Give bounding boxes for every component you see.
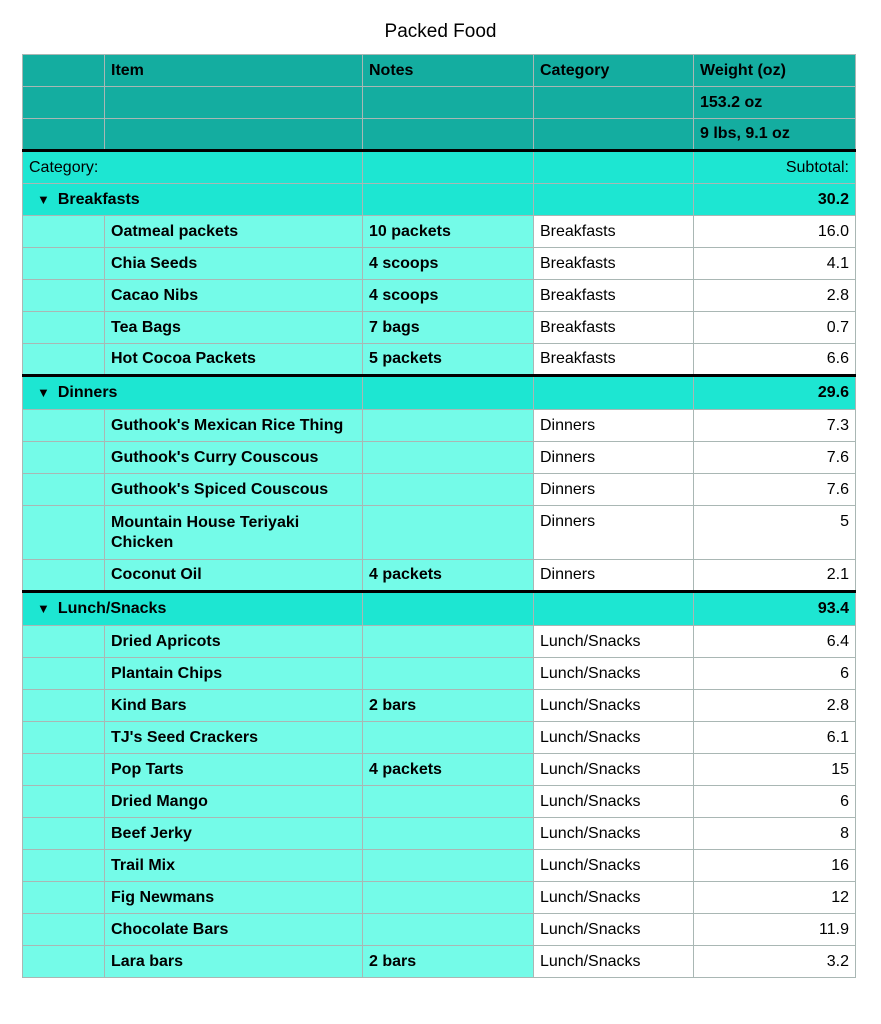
notes-cell[interactable]: 5 packets — [363, 344, 534, 376]
table-row — [23, 690, 856, 722]
weight-cell[interactable]: 12 — [694, 882, 856, 914]
header-cell-blank[interactable] — [534, 119, 694, 151]
item-cell[interactable]: Lara bars — [105, 946, 363, 978]
notes-cell[interactable]: 4 packets — [363, 560, 534, 592]
category-subtotal: 30.2 — [694, 184, 856, 216]
row-gutter-cell[interactable] — [23, 216, 105, 248]
header-cell-blank[interactable] — [23, 87, 105, 119]
row-gutter-cell[interactable] — [23, 658, 105, 690]
notes-cell[interactable]: 2 bars — [363, 690, 534, 722]
item-cell[interactable]: Hot Cocoa Packets — [105, 344, 363, 376]
category-cell[interactable]: Lunch/Snacks — [534, 658, 694, 690]
header-notes[interactable]: Notes — [363, 55, 534, 87]
notes-cell[interactable] — [363, 474, 534, 506]
notes-cell[interactable] — [363, 506, 534, 560]
table-row — [23, 882, 856, 914]
disclosure-triangle-down-icon[interactable]: ▼ — [37, 385, 50, 400]
weight-cell[interactable]: 16.0 — [694, 216, 856, 248]
weight-cell[interactable]: 8 — [694, 818, 856, 850]
category-group-row — [23, 592, 856, 626]
weight-cell[interactable]: 0.7 — [694, 312, 856, 344]
category-cell[interactable]: Dinners — [534, 560, 694, 592]
weight-cell[interactable]: 2.1 — [694, 560, 856, 592]
category-cell[interactable]: Lunch/Snacks — [534, 850, 694, 882]
item-cell[interactable]: Chia Seeds — [105, 248, 363, 280]
notes-cell[interactable] — [363, 882, 534, 914]
category-group-blank — [363, 184, 534, 216]
row-gutter-cell[interactable] — [23, 474, 105, 506]
item-cell[interactable]: Fig Newmans — [105, 882, 363, 914]
item-cell[interactable]: Guthook's Curry Couscous — [105, 442, 363, 474]
notes-cell[interactable] — [363, 410, 534, 442]
weight-cell[interactable]: 3.2 — [694, 946, 856, 978]
category-group-row — [23, 376, 856, 410]
item-cell[interactable]: Dried Mango — [105, 786, 363, 818]
row-gutter-cell[interactable] — [23, 818, 105, 850]
notes-cell[interactable] — [363, 626, 534, 658]
category-cell[interactable]: Lunch/Snacks — [534, 946, 694, 978]
notes-cell[interactable] — [363, 658, 534, 690]
category-cell[interactable]: Lunch/Snacks — [534, 882, 694, 914]
table-row — [23, 818, 856, 850]
table-row — [23, 722, 856, 754]
weight-cell[interactable]: 7.3 — [694, 410, 856, 442]
row-gutter-cell[interactable] — [23, 946, 105, 978]
total-lbs[interactable]: 9 lbs, 9.1 oz — [694, 119, 856, 151]
category-cell[interactable]: Lunch/Snacks — [534, 786, 694, 818]
weight-cell[interactable]: 6 — [694, 786, 856, 818]
table-row — [23, 344, 856, 376]
notes-cell[interactable] — [363, 786, 534, 818]
category-cell[interactable]: Lunch/Snacks — [534, 722, 694, 754]
header-cell-blank[interactable] — [363, 87, 534, 119]
header-cell-blank[interactable] — [23, 119, 105, 151]
sheet-title: Packed Food — [384, 21, 497, 42]
weight-cell[interactable]: 4.1 — [694, 248, 856, 280]
row-gutter-cell[interactable] — [23, 754, 105, 786]
group-label-blank — [363, 151, 534, 184]
table-row — [23, 280, 856, 312]
weight-cell[interactable]: 11.9 — [694, 914, 856, 946]
weight-cell[interactable]: 6.1 — [694, 722, 856, 754]
notes-cell[interactable] — [363, 722, 534, 754]
table-row — [23, 786, 856, 818]
table-row — [23, 658, 856, 690]
weight-cell[interactable]: 6.4 — [694, 626, 856, 658]
item-cell[interactable]: Dried Apricots — [105, 626, 363, 658]
category-group-blank — [534, 184, 694, 216]
row-gutter-cell[interactable] — [23, 850, 105, 882]
table-row — [23, 560, 856, 592]
category-cell[interactable]: Lunch/Snacks — [534, 690, 694, 722]
weight-cell[interactable]: 6.6 — [694, 344, 856, 376]
subtotal-label: Subtotal: — [694, 151, 856, 184]
category-group-label: Dinners — [57, 384, 118, 401]
category-subtotal: 29.6 — [694, 376, 856, 410]
table-row — [23, 410, 856, 442]
table-row — [23, 850, 856, 882]
item-cell[interactable]: Guthook's Mexican Rice Thing — [105, 410, 363, 442]
category-cell[interactable]: Lunch/Snacks — [534, 626, 694, 658]
row-gutter-cell[interactable] — [23, 312, 105, 344]
row-gutter-cell[interactable] — [23, 882, 105, 914]
table-row — [23, 754, 856, 786]
weight-cell[interactable]: 2.8 — [694, 690, 856, 722]
notes-cell[interactable]: 7 bags — [363, 312, 534, 344]
category-subtotal: 93.4 — [694, 592, 856, 626]
row-gutter-cell[interactable] — [23, 410, 105, 442]
table-row — [23, 248, 856, 280]
row-gutter-cell[interactable] — [23, 786, 105, 818]
category-cell[interactable]: Breakfasts — [534, 248, 694, 280]
weight-cell[interactable]: 16 — [694, 850, 856, 882]
notes-cell[interactable] — [363, 850, 534, 882]
header-cell-blank[interactable] — [534, 87, 694, 119]
category-cell[interactable]: Dinners — [534, 410, 694, 442]
table-row — [23, 312, 856, 344]
header-cell-blank[interactable] — [105, 119, 363, 151]
row-gutter-cell[interactable] — [23, 442, 105, 474]
group-label-row — [23, 151, 856, 184]
item-cell[interactable]: Guthook's Spiced Couscous — [105, 474, 363, 506]
category-group-name[interactable] — [23, 592, 363, 626]
total-oz-row — [23, 87, 856, 119]
disclosure-triangle-down-icon[interactable]: ▼ — [37, 191, 50, 207]
item-cell[interactable]: Pop Tarts — [105, 754, 363, 786]
table-row — [23, 946, 856, 978]
header-category[interactable]: Category — [534, 55, 694, 87]
category-cell[interactable]: Lunch/Snacks — [534, 754, 694, 786]
category-cell[interactable]: Dinners — [534, 474, 694, 506]
category-group-name[interactable] — [23, 184, 363, 216]
notes-cell[interactable]: 10 packets — [363, 216, 534, 248]
category-group-blank — [363, 376, 534, 410]
notes-cell[interactable]: 4 scoops — [363, 248, 534, 280]
row-gutter-cell[interactable] — [23, 722, 105, 754]
item-cell[interactable]: Mountain House Teriyaki Chicken — [105, 506, 363, 560]
weight-cell[interactable]: 7.6 — [694, 442, 856, 474]
header-cell-blank[interactable] — [105, 87, 363, 119]
row-gutter-cell[interactable] — [23, 506, 105, 560]
row-gutter-cell[interactable] — [23, 248, 105, 280]
header-cell-blank[interactable] — [363, 119, 534, 151]
weight-cell[interactable]: 15 — [694, 754, 856, 786]
table-row — [23, 914, 856, 946]
category-group-label: Lunch/Snacks — [57, 600, 167, 617]
header-weight[interactable]: Weight (oz) — [694, 55, 856, 87]
row-gutter-cell[interactable] — [23, 280, 105, 312]
weight-cell[interactable]: 6 — [694, 658, 856, 690]
category-cell[interactable]: Breakfasts — [534, 216, 694, 248]
header-cell-blank[interactable] — [23, 55, 105, 87]
category-cell[interactable]: Dinners — [534, 442, 694, 474]
category-group-row — [23, 184, 856, 216]
category-cell[interactable]: Breakfasts — [534, 344, 694, 376]
item-cell[interactable]: Trail Mix — [105, 850, 363, 882]
category-group-blank — [363, 592, 534, 626]
table-row — [23, 474, 856, 506]
category-cell[interactable]: Lunch/Snacks — [534, 914, 694, 946]
row-gutter-cell[interactable] — [23, 690, 105, 722]
category-cell[interactable]: Dinners — [534, 506, 694, 560]
table-row — [23, 626, 856, 658]
category-cell[interactable]: Breakfasts — [534, 280, 694, 312]
disclosure-triangle-down-icon[interactable]: ▼ — [37, 601, 50, 616]
category-cell[interactable]: Lunch/Snacks — [534, 818, 694, 850]
row-gutter-cell[interactable] — [23, 626, 105, 658]
item-cell[interactable]: Beef Jerky — [105, 818, 363, 850]
category-label: Category: — [23, 151, 363, 184]
table-row — [23, 506, 856, 560]
notes-cell[interactable] — [363, 818, 534, 850]
packed-food-table — [22, 54, 856, 978]
category-group-label: Breakfasts — [57, 190, 140, 208]
header-item[interactable]: Item — [105, 55, 363, 87]
notes-cell[interactable]: 2 bars — [363, 946, 534, 978]
category-group-blank — [534, 376, 694, 410]
item-cell[interactable]: Chocolate Bars — [105, 914, 363, 946]
category-group-blank — [534, 592, 694, 626]
notes-cell[interactable] — [363, 442, 534, 474]
item-cell[interactable]: TJ's Seed Crackers — [105, 722, 363, 754]
weight-cell[interactable]: 7.6 — [694, 474, 856, 506]
item-cell[interactable]: Kind Bars — [105, 690, 363, 722]
item-cell[interactable]: Tea Bags — [105, 312, 363, 344]
item-cell[interactable]: Coconut Oil — [105, 560, 363, 592]
weight-cell[interactable]: 2.8 — [694, 280, 856, 312]
weight-cell[interactable]: 5 — [694, 506, 856, 560]
row-gutter-cell[interactable] — [23, 914, 105, 946]
category-cell[interactable]: Breakfasts — [534, 312, 694, 344]
group-label-blank — [534, 151, 694, 184]
notes-cell[interactable]: 4 scoops — [363, 280, 534, 312]
header-row — [23, 55, 856, 87]
category-group-name[interactable] — [23, 376, 363, 410]
notes-cell[interactable] — [363, 914, 534, 946]
total-oz[interactable]: 153.2 oz — [694, 87, 856, 119]
table-row — [23, 442, 856, 474]
item-cell[interactable]: Plantain Chips — [105, 658, 363, 690]
row-gutter-cell[interactable] — [23, 344, 105, 376]
item-cell[interactable]: Cacao Nibs — [105, 280, 363, 312]
item-cell[interactable]: Oatmeal packets — [105, 216, 363, 248]
notes-cell[interactable]: 4 packets — [363, 754, 534, 786]
table-row — [23, 216, 856, 248]
row-gutter-cell[interactable] — [23, 560, 105, 592]
total-lbs-row — [23, 119, 856, 151]
